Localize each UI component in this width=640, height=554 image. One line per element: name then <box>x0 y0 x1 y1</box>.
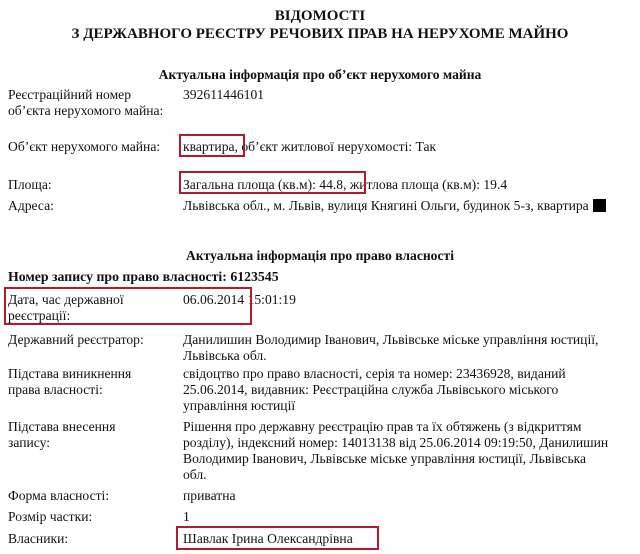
reg-date-label: Дата, час державної реєстрації: <box>8 292 124 323</box>
area-rest: , житлова площа (кв.м): 19.4 <box>343 177 508 192</box>
address-text: Львівська обл., м. Львів, вулиця Княгині Ольги, будинок 5-з, квартира <box>183 198 589 213</box>
registrar-value: Данилишин Володимир Іванович, Львівське міське управління юстиції, Львівська обл. <box>183 332 599 363</box>
ownership-basis-value: свідоцтво про право власності, серія та номер: 23436928, виданий 25.06.2014, видавник: Реєстраційна служба Львівського міського управління юстиції <box>183 366 566 413</box>
right-section-heading: Актуальна інформація про право власності <box>186 248 454 263</box>
area-value <box>183 177 633 193</box>
object-section-heading: Актуальна інформація про об’єкт нерухомого майна <box>158 67 482 82</box>
ownership-basis-label: Підстава виникнення права власності: <box>8 366 132 397</box>
object-type-rest: , об’єкт житлової нерухомості: Так <box>234 139 437 154</box>
document-title: ВІДОМОСТІ <box>274 8 366 24</box>
area-highlight: Загальна площа (кв.м): 44.8 <box>183 177 344 192</box>
reg-date-value: 06.06.2014 15:01:19 <box>183 292 296 307</box>
object-type-highlight: квартира <box>183 139 235 154</box>
address-value <box>183 198 613 214</box>
redaction-block <box>593 199 606 212</box>
share-size-label: Розмір частки: <box>8 509 93 524</box>
ownership-form-label: Форма власності: <box>8 488 110 503</box>
document-subtitle: З ДЕРЖАВНОГО РЕЄСТРУ РЕЧОВИХ ПРАВ НА НЕРУХОМЕ МАЙНО <box>71 26 569 42</box>
owners-label: Власники: <box>8 531 69 546</box>
record-number: Номер запису про право власності: 6123545 <box>8 269 279 284</box>
entry-basis-label: Підстава внесення запису: <box>8 419 116 450</box>
object-type-label: Об’єкт нерухомого майна: <box>8 139 161 154</box>
owners-value: Шавлак Ірина Олександрівна <box>183 531 353 546</box>
share-size-value: 1 <box>183 509 190 524</box>
reg-number-value: 392611446101 <box>183 87 265 102</box>
entry-basis-value: Рішення про державну реєстрацію прав та їх обтяжень (з відкриттям розділу), індексний номер: 14013138 від 25.06.2014 09:19:50, Данилишин Володимир Іванович, Львівське міське управління юстиції, Львівська обл. <box>183 419 609 482</box>
ownership-form-value: приватна <box>183 488 236 503</box>
reg-number-label: Реєстраційний номер об’єкта нерухомого майна: <box>8 87 164 118</box>
registrar-label: Державний реєстратор: <box>8 332 144 347</box>
address-label: Адреса: <box>8 198 54 213</box>
area-label: Площа: <box>8 177 52 192</box>
object-type-value <box>183 139 633 155</box>
